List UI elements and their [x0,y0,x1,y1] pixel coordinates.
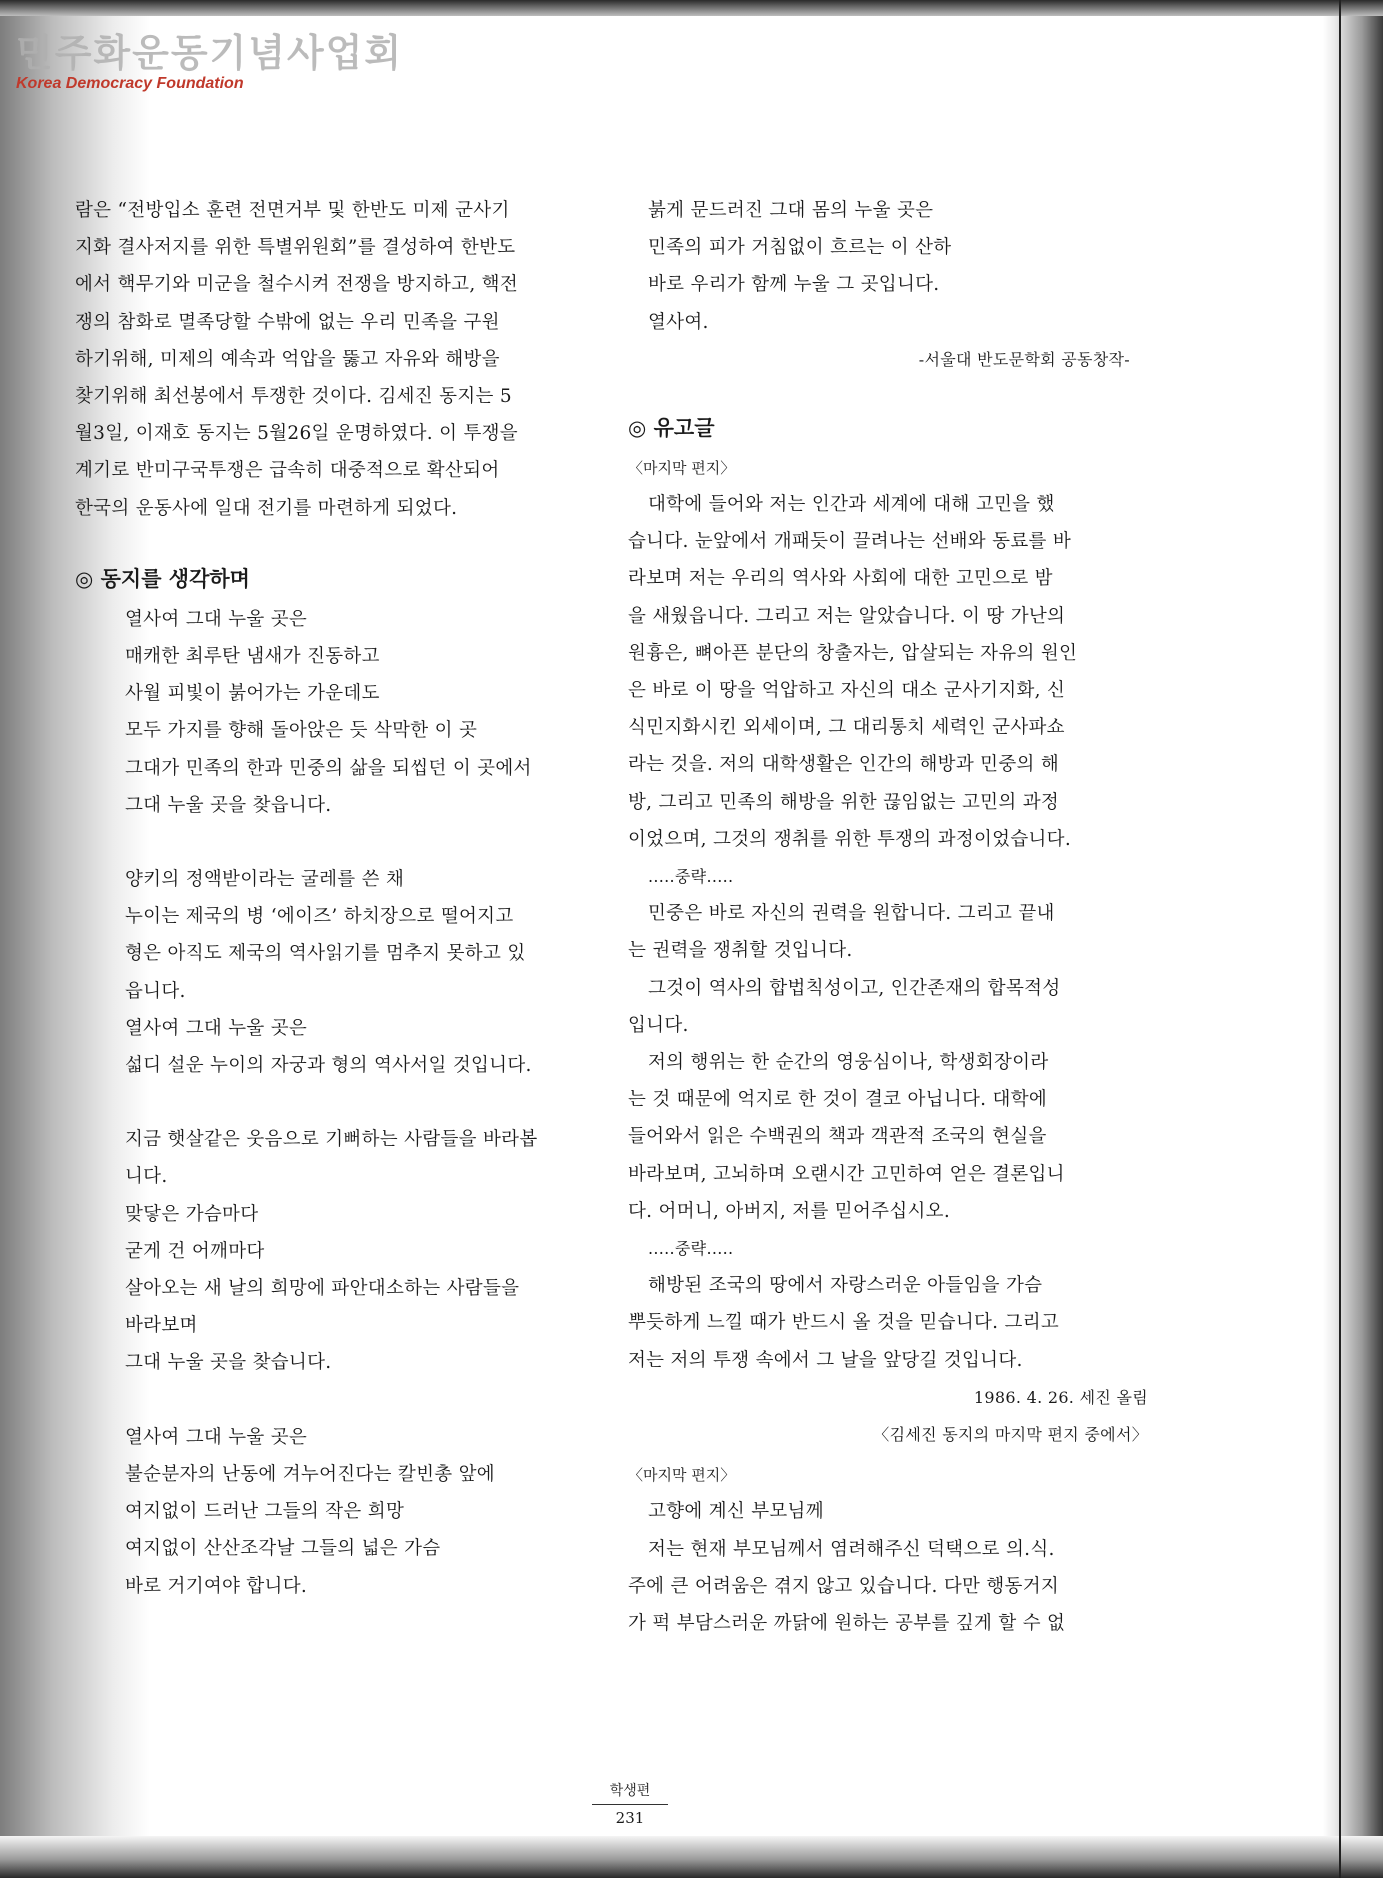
poem-line: 매캐한 최루탄 냄새가 진동하고 [125,646,380,668]
letter-paragraph [628,486,1158,858]
poem-line: 굳게 건 어깨마다 [125,1240,265,1262]
text-line: 저는 현재 부모님께서 염려해주신 덕택으로 의.식. [648,1538,1055,1560]
section-heading-writings: ◎ 유고글 [628,416,715,441]
letter-source: 〈김세진 동지의 마지막 편지 중에서〉 [873,1425,1148,1445]
omission-mark: .....중략..... [648,1239,734,1259]
scan-edge-right [1339,0,1341,1878]
text-line: 하기위해, 미제의 예속과 억압을 뚫고 자유와 해방을 [75,348,500,370]
text-line: 민중은 바로 자신의 권력을 원합니다. 그리고 끝내 [648,903,1055,925]
poem-line: 열사여. [648,311,709,333]
text-line: 들어와서 읽은 수백권의 책과 객관적 조국의 현실을 [628,1126,1047,1148]
poem-continuation [628,192,1158,341]
watermark-korean: 민주화운동기념사업회 [16,31,404,75]
text-line: 람은 “전방입소 훈련 전면거부 및 한반도 미제 군사기 [75,200,510,221]
text-line: 은 바로 이 땅을 억압하고 자신의 대소 군사기지화, 신 [628,680,1066,702]
watermark-english: Korea Democracy Foundation [16,75,244,92]
scan-edge-top [0,0,1383,16]
poem-line: 바로 우리가 함께 누울 그 곳입니다. [648,274,940,296]
poem-line: 바라보며 [125,1315,198,1337]
poem-line: 그대 누울 곳을 찾습니다. [125,1352,332,1374]
text-line: 방, 그리고 민족의 해방을 위한 끊임없는 고민의 과정 [628,791,1060,813]
poem-stanza [75,1121,595,1381]
poem-line: 그대가 민족의 한과 민중의 삶을 되씹던 이 곳에서 [125,757,532,779]
scan-shadow-right [1323,0,1383,1878]
text-line: 한국의 운동사에 일대 전기를 마련하게 되었다. [75,497,458,519]
poem-line: 열사여 그대 누울 곳은 [125,608,308,630]
watermark [16,22,403,93]
text-line: 대학에 들어와 저는 인간과 세계에 대해 고민을 했 [648,494,1055,516]
poem-stanza [75,1419,595,1605]
page-footer [580,1780,680,1829]
page-number: 231 [615,1809,645,1827]
poem-line: 양키의 정액받이라는 굴레를 쓴 채 [125,869,405,891]
poem-line: 모두 가지를 향해 돌아앉은 듯 삭막한 이 곳 [125,720,478,742]
poem-stanza [75,601,595,824]
text-line: 다. 어머니, 아버지, 저를 믿어주십시오. [628,1200,951,1222]
poem-line: 열사여 그대 누울 곳은 [125,1426,308,1448]
intro-paragraph [75,192,595,527]
text-line: 가 퍽 부담스러운 까닭에 원하는 공부를 깊게 할 수 없 [628,1612,1066,1634]
text-line: 계기로 반미구국투쟁은 급속히 대중적으로 확산되어 [75,460,500,482]
text-line: 저의 행위는 한 순간의 영웅심이나, 학생회장이라 [648,1052,1049,1074]
text-line: 을 새웠읍니다. 그리고 저는 알았습니다. 이 땅 가난의 [628,605,1066,627]
text-line: 지화 결사저지를 위한 특별위원회”를 결성하여 한반도 [75,237,516,259]
text-line: 찾기위해 최선봉에서 투쟁한 것이다. 김세진 동지는 5 [75,386,512,408]
letter-paragraph [628,970,1158,1044]
text-line: 그것이 역사의 합법칙성이고, 인간존재의 합목적성 [648,977,1061,999]
poem-stanza [75,861,595,1084]
text-line: 쟁의 참화로 멸족당할 수밖에 없는 우리 민족을 구원 [75,311,500,333]
poem-line: 민족의 피가 거침없이 흐르는 이 산하 [648,237,952,259]
poem-line: 맞닿은 가슴마다 [125,1203,259,1225]
section-label: 학생편 [609,1783,651,1799]
poem-line: 사월 피빛이 붉어가는 가운데도 [125,683,380,705]
poem-line: 섧디 설운 누이의 자궁과 형의 역사서일 것입니다. [125,1055,532,1077]
letter-paragraph [628,895,1158,969]
letter-paragraph [628,1267,1158,1379]
text-line: 뿌듯하게 느낄 때가 반드시 올 것을 믿습니다. 그리고 [628,1312,1060,1334]
right-column [628,192,1158,1642]
text-line: 는 권력을 쟁취할 것입니다. [628,940,853,962]
poem-line: 읍니다. [125,980,186,1002]
poem-line: 불순분자의 난동에 겨누어진다는 칼빈총 앞에 [125,1463,495,1485]
text-line: 는 것 때문에 억지로 한 것이 결코 아닙니다. 대학에 [628,1089,1048,1111]
text-line: 주에 큰 어려움은 겪지 않고 있습니다. 다만 행동거지 [628,1575,1060,1597]
omission-mark: .....중략..... [648,867,734,887]
letter-tag: 〈마지막 편지〉 [628,459,736,478]
footer-divider [592,1804,668,1805]
text-line: 습니다. 눈앞에서 개패듯이 끌려나는 선배와 동료를 바 [628,531,1072,553]
poem-line: 누이는 제국의 병 ‘에이즈’ 하치장으로 떨어지고 [125,906,514,928]
section-heading-comrades: ◎ 동지를 생각하며 [75,566,250,591]
poem-line: 여지없이 산산조각날 그들의 넓은 가슴 [125,1538,441,1560]
text-line: 저는 저의 투쟁 속에서 그 날을 앞당길 것입니다. [628,1349,1023,1371]
left-column [75,192,595,1605]
text-line: 라보며 저는 우리의 역사와 사회에 대한 고민으로 밤 [628,568,1053,590]
poem-credit: -서울대 반도문학회 공동창작- [918,349,1130,369]
text-line: 원흉은, 뼈아픈 분단의 창출자는, 압살되는 자유의 원인 [628,642,1078,664]
poem-line: 지금 햇살같은 웃음으로 기뻐하는 사람들을 바라봅 [125,1129,538,1151]
text-line: 월3일, 이재호 동지는 5월26일 운명하였다. 이 투쟁을 [75,423,518,445]
letter-tag: 〈마지막 편지〉 [628,1466,736,1485]
poem-line: 바로 거기여야 합니다. [125,1575,308,1597]
text-line: 입니다. [628,1014,689,1036]
text-line: 바라보며, 고뇌하며 오랜시간 고민하여 얻은 결론입니 [628,1163,1065,1185]
poem-line: 살아오는 새 날의 희망에 파안대소하는 사람들을 [125,1278,520,1300]
letter-signature: 1986. 4. 26. 세진 올림 [973,1387,1148,1407]
text-line: 에서 핵무기와 미군을 철수시켜 전쟁을 방지하고, 핵전 [75,274,519,296]
text-line: 식민지화시킨 외세이며, 그 대리통치 세력인 군사파쇼 [628,717,1065,739]
poem-line: 여지없이 드러난 그들의 작은 희망 [125,1501,405,1523]
poem-line: 붉게 문드러진 그대 몸의 누울 곳은 [648,200,934,221]
scan-edge-bottom [0,1836,1383,1878]
poem-line: 열사여 그대 누울 곳은 [125,1017,308,1039]
poem-line: 형은 아직도 제국의 역사읽기를 멈추지 못하고 있 [125,943,526,965]
poem-line: 그대 누울 곳을 찾읍니다. [125,794,332,816]
letter-salutation: 고향에 계신 부모님께 [648,1501,824,1523]
text-line: 이었으며, 그것의 쟁취를 위한 투쟁의 과정이었습니다. [628,828,1072,850]
text-line: 라는 것을. 저의 대학생활은 인간의 해방과 민중의 해 [628,754,1060,776]
letter-paragraph [628,1044,1158,1230]
text-line: 해방된 조국의 땅에서 자랑스러운 아들임을 가슴 [648,1275,1043,1297]
poem-line: 니다. [125,1166,168,1188]
letter-paragraph [628,1531,1158,1643]
